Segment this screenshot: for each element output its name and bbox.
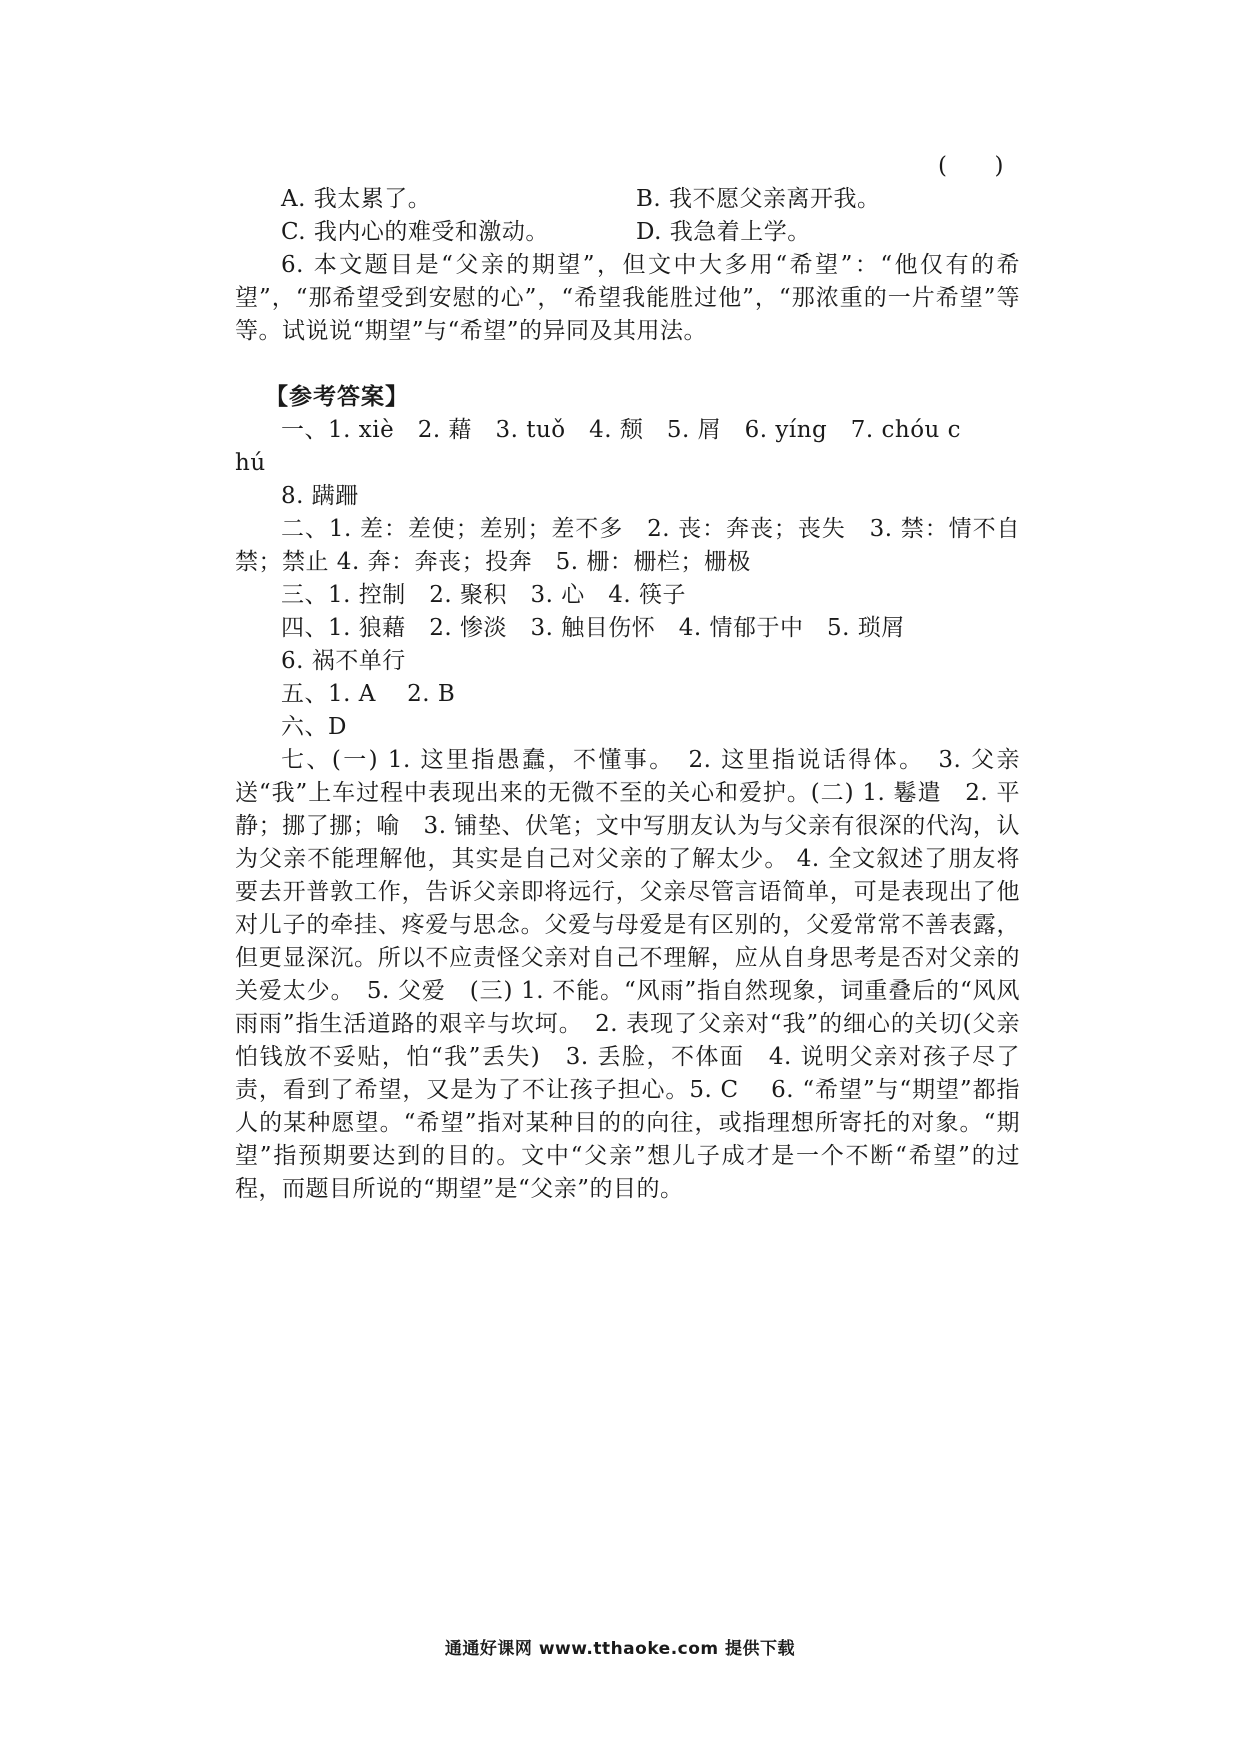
answer-section-7: 七、(一) 1. 这里指愚蠢，不懂事。 2. 这里指说话得体。 3. 父亲送“我”上车过程中表现出来的无微不至的关心和爱护。(二) 1. 鬈遣 2. 平静；挪了挪；喻 3. 铺垫、伏笔；文中写朋友认为与父亲有很深的代沟，认为父亲不能理解他，其实是自己对父亲的了解太少。 4. 全文叙述了朋友将要去开普敦工作，告诉父亲即将远行，父亲尽管言语简单，可是表现出了他对儿子的牵挂、疼爱与思念。父爱与母爱是有区别的，父爱常常不善表露，但更显深沉。所以不应责怪父亲对自己不理解，应从自身思考是否对父亲的关爱太少。 5. 父爱 (三) 1. 不能。“风雨”指自然现象，词重叠后的“风风雨雨”指生活道路的艰辛与坎坷。 2. 表现了父亲对“我”的细心的关切(父亲怕钱放不妥贴，怕“我”丢失) 3. 丢脸，不体面 4. 说明父亲对孩子尽了责，看到了希望，又是为了不让孩子担心。5. C 6. “希望”与“期望”都指人的某种愿望。“希望”指对某种目的的向往，或指理想所寄托的对象。“期望”指预期要达到的目的。文中“父亲”想儿子成才是一个不断“希望”的过程，而题目所说的“期望”是“父亲”的目的。	[235, 747, 1020, 1202]
answer-section-1: 一、1. xiè 2. 藉 3. tuǒ 4. 颓 5. 屑 6. yíng 7. chóu c	[281, 417, 962, 443]
document-body	[235, 150, 1020, 1206]
answer-section-1-item8: 8. 蹒跚	[281, 483, 359, 509]
spacer	[235, 348, 1020, 381]
answer-blank-parentheses: ( )	[938, 153, 1004, 179]
option-b: B. 我不愿父亲离开我。	[636, 186, 881, 212]
option-c: C. 我内心的难受和激动。	[281, 219, 549, 245]
question6-text: 6. 本文题目是“父亲的期望”，但文中大多用“希望”：“他仅有的希望”，“那希望受到安慰的心”，“希望我能胜过他”，“那浓重的一片希望”等等。试说说“期望”与“希望”的异同及其用法。	[235, 252, 1021, 344]
answer-section-1-wrap: hú	[235, 450, 266, 476]
question5-options-row-2	[235, 216, 1020, 249]
answer-section-4: 四、1. 狼藉 2. 惨淡 3. 触目伤怀 4. 情郁于中 5. 琐屑	[281, 615, 905, 641]
answer-section-2: 二、1. 差：差使；差别；差不多 2. 丧：奔丧；丧失 3. 禁：情不自禁；禁止 4. 奔：奔丧；投奔 5. 栅：栅栏；栅极	[235, 516, 1020, 575]
answer-section-4-item6: 6. 祸不单行	[281, 648, 406, 674]
answer-section-6: 六、D	[281, 714, 347, 740]
answer-section-3: 三、1. 控制 2. 聚积 3. 心 4. 筷子	[281, 582, 687, 608]
answer-section-5: 五、1. A 2. B	[281, 681, 456, 707]
footer-source-line: 通通好课网 www.tthaoke.com 提供下载	[444, 1639, 796, 1659]
option-a: A. 我太累了。	[281, 186, 432, 212]
question5-options-row-1	[235, 183, 1020, 216]
option-d: D. 我急着上学。	[636, 219, 811, 245]
answers-heading: 【参考答案】	[265, 384, 409, 410]
